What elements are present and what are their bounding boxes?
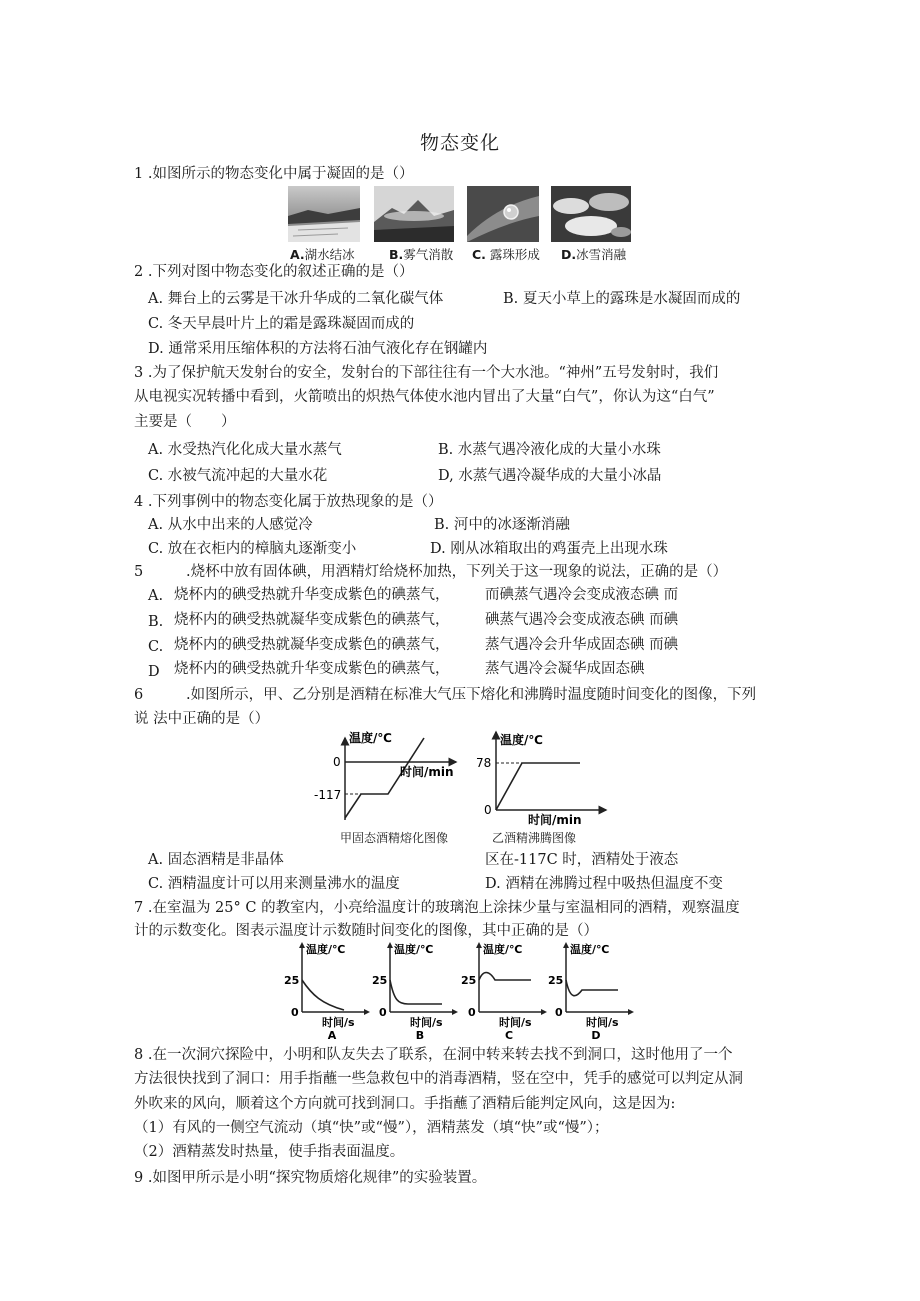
q2-option-b: B. 夏天小草上的露珠是水凝固而成的	[503, 291, 741, 307]
q3-option-c: C. 水被气流冲起的大量水花	[148, 468, 328, 484]
y-axis-label: 温度/℃	[394, 943, 434, 956]
q2-option-a: A. 舞台上的云雾是干冰升华成的二氧化碳气体	[148, 291, 444, 307]
q2-option-d: D. 通常采用压缩体积的方法将石油气液化存在钢罐内	[148, 341, 488, 357]
q2-stem: 2 .下列对图中物态变化的叙述正确的是（）	[134, 264, 414, 280]
q1-option-b: B.雾气消散	[389, 247, 454, 262]
x-axis-label: 时间/min	[400, 765, 454, 779]
q1-option-d: D.冰雪消融	[561, 247, 627, 262]
mark-label: 78	[476, 756, 492, 770]
q6-graph-melting	[306, 728, 486, 828]
zero-label: 0	[468, 1006, 476, 1019]
q8-stem-line3: 外吹来的风向，顺着这个方向就可找到洞口。手指蘸了酒精后能判定风向，这是因为:	[134, 1096, 676, 1112]
q5-option-d-part1: 烧杯内的碘受热就升华变成紫色的碘蒸气，	[174, 661, 450, 677]
q3-option-b: B. 水蒸气遇冷液化成的大量小水珠	[438, 442, 661, 458]
y-axis-arrow	[563, 942, 569, 948]
q3-option-d: D, 水蒸气遇冷凝华成的大量小冰晶	[438, 468, 662, 484]
q5-option-a-part2: 而碘蒸气遇冷会变成液态碘 而	[485, 587, 679, 603]
q6-stem-line1: .如图所示，甲、乙分别是酒精在标准大气压下熔化和沸腾时温度随时间变化的图像，下列	[186, 687, 757, 703]
q6-option-d: D. 酒精在沸腾过程中吸热但温度不变	[485, 876, 723, 892]
q5-stem: .烧杯中放有固体碘，用酒精灯给烧杯加热，下列关于这一现象的说法，正确的是（）	[186, 564, 728, 580]
q1-stem: 1 .如图所示的物态变化中属于凝固的是（）	[134, 166, 414, 182]
q6-graph-melting-caption: 甲固态酒精熔化图像	[340, 831, 449, 845]
temperature-curve	[479, 973, 531, 981]
q8-stem-line1: 8 .在一次洞穴探险中，小明和队友失去了联系，在洞中转来转去找不到洞口，这时他用了一个	[134, 1047, 733, 1063]
q5-option-b-part2: 碘蒸气遇冷会变成液态碘 而碘	[485, 612, 679, 628]
q8-stem-line2: 方法很快找到了洞口：用手指蘸一些急救包中的消毒酒精，竖在空中，凭手的感觉可以判定从洞	[134, 1071, 743, 1087]
q5-option-b-part1: 烧杯内的碘受热就凝华变成紫色的碘蒸气，	[174, 612, 450, 628]
q9-stem: 9 .如图甲所示是小明“探究物质熔化规律”的实验装置。	[134, 1170, 487, 1186]
option-letter: B	[415, 1029, 425, 1040]
q7-graph-a	[282, 940, 372, 1040]
photo-lake-freezing	[288, 186, 360, 242]
q1-option-a: A.湖水结冰	[290, 247, 355, 262]
q4-option-d: D. 刚从冰箱取出的鸡蛋壳上出现水珠	[430, 541, 668, 557]
zero-label: 0	[291, 1006, 299, 1019]
y-axis-label: 温度/℃	[570, 943, 610, 956]
x-axis-label: 时间/s	[499, 1016, 532, 1029]
q7-stem-line2: 计的示数变化。图表示温度计示数随时间变化的图像，其中正确的是（）	[134, 923, 598, 939]
q3-stem-line2: 从电视实况转播中看到，火箭喷出的炽热气体使水池内冒出了大量“白气”，你认为这“白气”	[134, 389, 715, 405]
q4-stem: 4 .下列事例中的物态变化属于放热现象的是（）	[134, 494, 443, 510]
q5-number: 5	[134, 564, 144, 580]
q6-option-c: C. 酒精温度计可以用来测量沸水的温度	[148, 876, 400, 892]
q5-option-c-letter: C.	[148, 639, 164, 655]
y-axis-arrow	[476, 942, 482, 948]
x-axis-label: 时间/s	[410, 1016, 443, 1029]
x-axis-label: 时间/min	[528, 813, 582, 827]
q5-option-c-part1: 烧杯内的碘受热就凝华变成紫色的碘蒸气，	[174, 637, 450, 653]
y-axis-label: 温度/℃	[349, 731, 392, 745]
photo-fog-dispersing	[374, 186, 446, 242]
temperature-curve	[302, 980, 344, 1010]
tick-25: 25	[461, 974, 477, 987]
q3-stem-line3: 主要是（ ）	[134, 414, 236, 430]
y-axis-arrow	[387, 942, 393, 948]
q6-option-b: 区在-117C 时，酒精处于液态	[485, 852, 679, 868]
q5-option-b-letter: B.	[148, 614, 164, 630]
q5-option-a-part1: 烧杯内的碘受热就升华变成紫色的碘蒸气，	[174, 587, 450, 603]
x-axis-label: 时间/s	[586, 1016, 619, 1029]
q5-option-d-letter: D	[148, 664, 160, 680]
q7-graph-d	[546, 940, 636, 1040]
q6-number: 6	[134, 687, 144, 703]
x-axis-arrow	[628, 1009, 634, 1015]
q8-blank-2: （2）酒精蒸发时热量，使手指表面温度。	[134, 1144, 405, 1160]
zero-label: 0	[555, 1006, 563, 1019]
q3-stem-line1: 3 .为了保护航天发射台的安全，发射台的下部往往有一个大水池。“神州”五号发射时，我们	[134, 365, 719, 381]
page-title: 物态变化	[419, 132, 500, 154]
boiling-curve	[496, 763, 580, 810]
q4-option-b: B. 河中的冰逐渐消融	[434, 517, 570, 533]
q5-option-a-letter: A.	[148, 588, 164, 604]
y-axis-label: 温度/℃	[483, 943, 523, 956]
y-axis-arrow	[299, 942, 305, 948]
zero-label: 0	[484, 803, 492, 817]
temperature-curve	[390, 980, 442, 1004]
q6-stem-line2: 说 法中正确的是（）	[134, 711, 270, 727]
q7-stem-line1: 7 .在室温为 25° C 的教室内，小亮给温度计的玻璃泡上涂抹少量与室温相同的酒精，观察温度	[134, 900, 740, 916]
q1-option-c: C. 露珠形成	[472, 247, 540, 262]
photo-snow-melting	[551, 186, 623, 242]
photo-dew-drop	[467, 186, 539, 242]
q7-graph-b	[370, 940, 460, 1040]
y-axis-label: 温度/℃	[306, 943, 346, 956]
x-axis-arrow	[452, 1009, 458, 1015]
x-axis-label: 时间/s	[322, 1016, 355, 1029]
option-letter: A	[327, 1029, 337, 1040]
option-letter: C	[504, 1029, 514, 1040]
q5-option-c-part2: 蒸气遇冷会升华成固态碘 而碘	[485, 637, 679, 653]
q3-option-a: A. 水受热汽化化成大量水蒸气	[148, 442, 342, 458]
temperature-curve	[566, 980, 618, 996]
q4-option-a: A. 从水中出来的人感觉冷	[148, 517, 313, 533]
mark-label: -117	[314, 788, 342, 802]
zero-label: 0	[379, 1006, 387, 1019]
q5-option-d-part2: 蒸气遇冷会凝华成固态碘	[485, 661, 645, 677]
tick-25: 25	[548, 974, 564, 987]
zero-label: 0	[333, 755, 341, 769]
tick-25: 25	[284, 974, 300, 987]
q6-graph-boiling-caption: 乙酒精沸腾图像	[492, 831, 577, 845]
option-letter: D	[591, 1029, 601, 1040]
q2-option-c: C. 冬天早晨叶片上的霜是露珠凝固而成的	[148, 316, 415, 332]
q7-graph-c	[459, 940, 549, 1040]
q6-graph-boiling	[476, 728, 616, 828]
q8-blank-1: （1）有风的一侧空气流动（填“快”或“慢”），酒精蒸发（填“快”或“慢”）；	[134, 1120, 609, 1136]
tick-25: 25	[372, 974, 388, 987]
y-axis-label: 温度/℃	[500, 733, 543, 747]
q6-option-a: A. 固态酒精是非晶体	[148, 852, 284, 868]
q4-option-c: C. 放在衣柜内的樟脑丸逐渐变小	[148, 541, 357, 557]
